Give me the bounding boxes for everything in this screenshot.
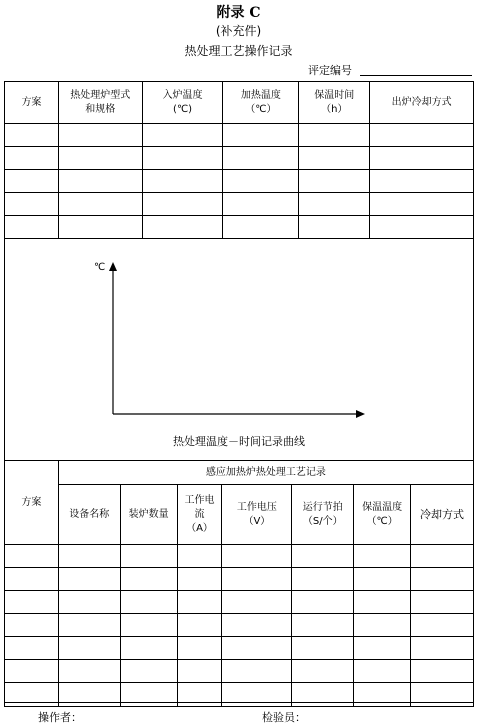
col-furnace-type: 热处理炉型式 和规格 [58,82,142,124]
col-current: 工作电 流 （A） [177,485,222,545]
curve-panel[interactable] [4,238,474,460]
col-entry-temp: 入炉温度 (℃) [142,82,223,124]
process-table [4,81,474,239]
eval-number-label: 评定编号 [308,64,352,77]
appendix-title: 附录 C [216,5,261,21]
process-table-header [5,82,474,124]
table-row[interactable] [5,124,474,147]
col-hold-temp: 保温温度 （℃） [354,485,411,545]
col-cooling-method: 出炉冷却方式 [370,82,474,124]
eval-number-field[interactable] [360,75,472,76]
col-voltage: 工作电压 （V） [222,485,292,545]
table-row[interactable] [5,216,474,239]
induction-scheme-label: 方案 [5,461,59,545]
col-hold-time: 保温时间 （h） [299,82,370,124]
curve-caption: 热处理温度－时间记录曲线 [173,435,305,448]
table-row[interactable] [5,545,474,568]
y-axis-unit: ℃ [94,262,106,273]
col-heating-temp: 加热温度 （℃） [223,82,299,124]
col-cooling: 冷却方式 [411,485,474,545]
col-scheme: 方案 [5,82,59,124]
table-row[interactable] [5,568,474,591]
table-row[interactable] [5,683,474,707]
supplement-label: (补充件) [215,24,262,38]
operator-label: 操作者： [38,711,82,724]
table-row[interactable] [5,170,474,193]
table-row[interactable] [5,637,474,660]
col-equipment-name: 设备名称 [58,485,120,545]
x-axis-arrow-icon [356,410,365,418]
col-load-quantity: 装炉数量 [120,485,177,545]
table-row[interactable] [5,591,474,614]
induction-table [4,460,474,707]
table-row[interactable] [5,147,474,170]
table-row[interactable] [5,193,474,216]
induction-section-title: 感应加热炉热处理工艺记录 [58,461,473,485]
document-title: 热处理工艺操作记录 [184,44,293,58]
inspector-label: 检验员： [262,711,306,724]
table-row[interactable] [5,660,474,683]
table-row[interactable] [5,614,474,637]
y-axis-arrow-icon [109,262,117,271]
col-cycle-time: 运行节拍 （S/个） [292,485,354,545]
temperature-time-axes [4,238,474,460]
induction-table-header [5,485,474,545]
